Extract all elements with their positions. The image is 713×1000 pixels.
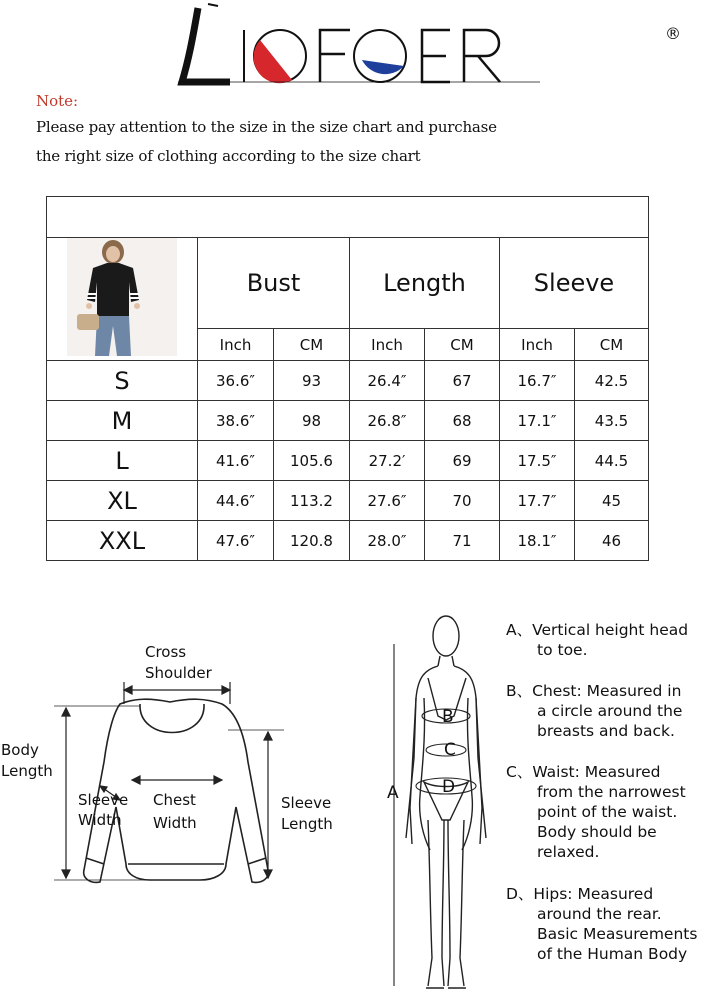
header-bust: Bust [198, 238, 350, 329]
length-cm: 69 [425, 441, 500, 481]
sleeve-cm: 42.5 [575, 361, 649, 401]
body-length-label-1: Body [1, 741, 39, 759]
size-label: XL [47, 481, 198, 521]
unit-sleeve-cm: CM [575, 329, 649, 361]
human-body-diagram [380, 608, 500, 998]
chest-width-label-2: Width [153, 814, 197, 832]
desc-b-line-2: a circle around the [537, 702, 683, 720]
desc-c-line-5: relaxed. [537, 843, 600, 861]
sleeve-inch: 17.7″ [500, 481, 575, 521]
desc-d-line-2: around the rear. [537, 905, 662, 923]
sleeve-width-label-1: Sleeve [78, 791, 129, 809]
brand-logo [160, 0, 681, 95]
length-cm: 70 [425, 481, 500, 521]
desc-c-line-3: point of the waist. [537, 803, 678, 821]
sleeve-width-label-2: Width [78, 811, 122, 829]
desc-d-line-1: D、Hips: Measured [506, 885, 654, 903]
unit-bust-cm: CM [274, 329, 350, 361]
desc-d-line-4: of the Human Body [537, 945, 688, 963]
cross-shoulder-label-2: Shoulder [145, 664, 212, 682]
bust-inch: 36.6″ [198, 361, 274, 401]
size-chart-table [46, 196, 649, 561]
note-title: Note: [36, 92, 79, 110]
desc-b-line-3: breasts and back. [537, 722, 675, 740]
cross-shoulder-label-1: Cross [145, 643, 187, 661]
header-length: Length [350, 238, 500, 329]
sleeve-inch: 16.7″ [500, 361, 575, 401]
unit-length-inch: Inch [350, 329, 425, 361]
size-label: L [47, 441, 198, 481]
bust-inch: 47.6″ [198, 521, 274, 561]
desc-c-line-1: C、Waist: Measured [506, 763, 661, 781]
length-cm: 67 [425, 361, 500, 401]
logo-mark [160, 0, 560, 95]
bust-cm: 120.8 [274, 521, 350, 561]
desc-c-line-4: Body should be [537, 823, 657, 841]
unit-bust-inch: Inch [198, 329, 274, 361]
length-inch: 28.0″ [350, 521, 425, 561]
sleeve-inch: 18.1″ [500, 521, 575, 561]
length-inch: 26.4″ [350, 361, 425, 401]
body-length-label-2: Length [1, 762, 53, 780]
length-inch: 27.2′ [350, 441, 425, 481]
sleeve-cm: 45 [575, 481, 649, 521]
bust-cm: 93 [274, 361, 350, 401]
bust-inch: 38.6″ [198, 401, 274, 441]
body-label-d: D [442, 777, 456, 797]
sleeve-length-label-1: Sleeve [281, 794, 332, 812]
bust-cm: 98 [274, 401, 350, 441]
desc-a-line-2: to toe. [537, 641, 588, 659]
table-row [47, 441, 649, 481]
body-label-b: B [442, 707, 454, 727]
chest-width-label-1: Chest [153, 791, 196, 809]
table-row [47, 521, 649, 561]
body-label-c: C [444, 740, 456, 760]
note-line-1: Please pay attention to the size in the size chart and purchase [36, 118, 497, 136]
sleeve-cm: 43.5 [575, 401, 649, 441]
unit-sleeve-inch: Inch [500, 329, 575, 361]
bust-cm: 105.6 [274, 441, 350, 481]
product-thumbnail [47, 238, 198, 361]
sleeve-length-label-2: Length [281, 815, 333, 833]
table-header-row [47, 238, 649, 329]
desc-a-line-1: A、Vertical height head [506, 621, 689, 639]
unit-length-cm: CM [425, 329, 500, 361]
size-label: M [47, 401, 198, 441]
bust-inch: 44.6″ [198, 481, 274, 521]
sleeve-cm: 44.5 [575, 441, 649, 481]
length-inch: 27.6″ [350, 481, 425, 521]
length-cm: 68 [425, 401, 500, 441]
sleeve-cm: 46 [575, 521, 649, 561]
length-inch: 26.8″ [350, 401, 425, 441]
table-row [47, 481, 649, 521]
size-label: S [47, 361, 198, 401]
body-label-a: A [387, 783, 399, 803]
desc-c-line-2: from the narrowest [537, 783, 686, 801]
shirt-model-image [67, 238, 177, 356]
desc-d-line-3: Basic Measurements [537, 925, 698, 943]
desc-b-line-1: B、Chest: Measured in [506, 682, 682, 700]
length-cm: 71 [425, 521, 500, 561]
registered-mark: ® [665, 24, 681, 43]
sleeve-inch: 17.1″ [500, 401, 575, 441]
sleeve-inch: 17.5″ [500, 441, 575, 481]
note-line-2: the right size of clothing according to the size chart [36, 147, 421, 165]
header-sleeve: Sleeve [500, 238, 649, 329]
table-title-row [47, 197, 649, 238]
table-row [47, 401, 649, 441]
bust-cm: 113.2 [274, 481, 350, 521]
bust-inch: 41.6″ [198, 441, 274, 481]
size-label: XXL [47, 521, 198, 561]
table-row [47, 361, 649, 401]
